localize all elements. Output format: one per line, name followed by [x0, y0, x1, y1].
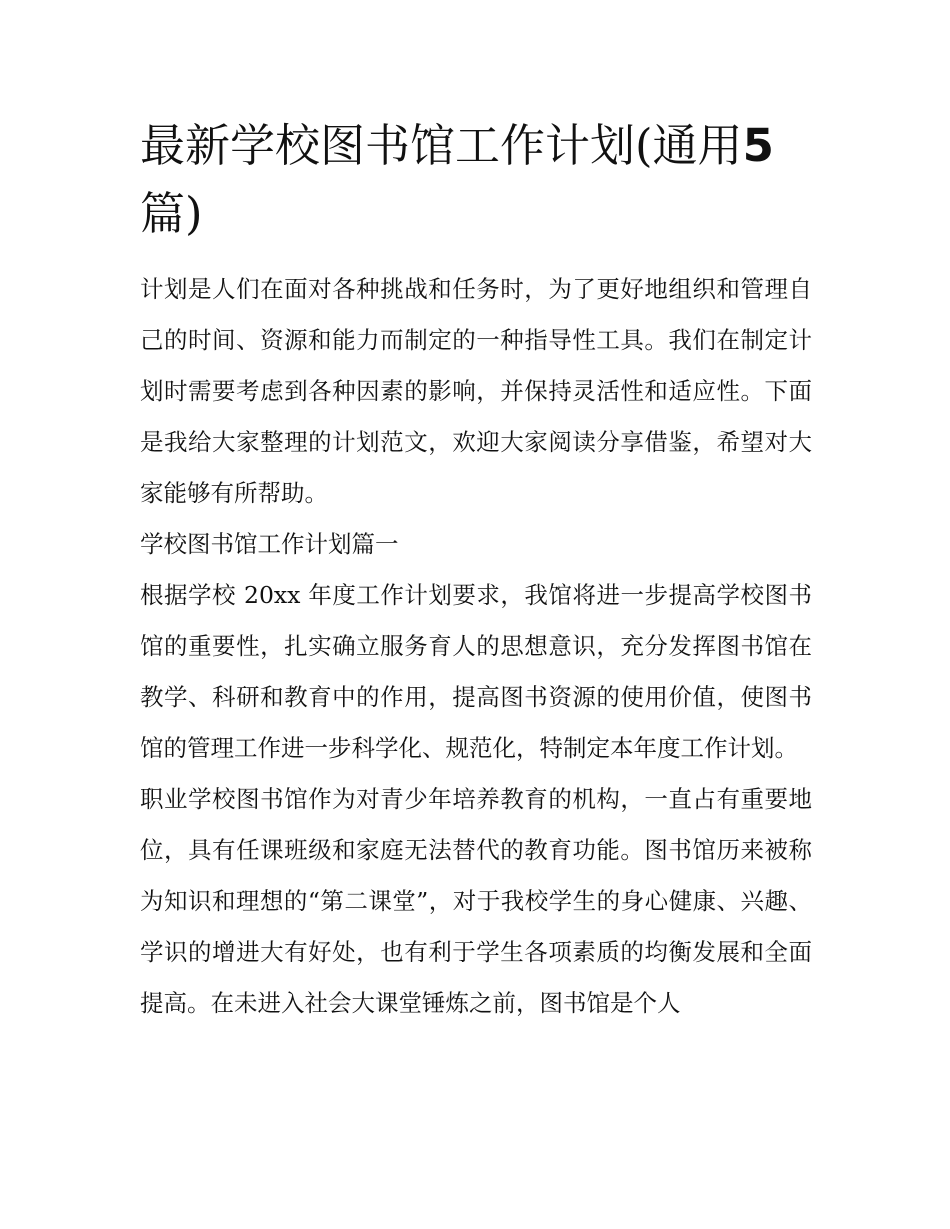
body-paragraph: 职业学校图书馆作为对青少年培养教育的机构，一直占有重要地位，具有任课班级和家庭无法替代的教育功能。图书馆历来被称为知识和理想的“第二课堂”，对于我校学生的身心健康、兴趣、学识的增进大有好处，也有利于学生各项素质的均衡发展和全面提高。在未进入社会大课堂锤炼之前，图书馆是个人 [140, 785, 812, 1017]
title-number: 5 [742, 119, 774, 172]
document-body [140, 112, 812, 1029]
title-suffix: 篇) [140, 187, 203, 240]
title-text: 最新学校图书馆工作计划(通用 [140, 119, 743, 172]
body-paragraph: 根据学校 20xx 年度工作计划要求，我馆将进一步提高学校图书馆的重要性，扎实确立服务育人的思想意识，充分发挥图书馆在教学、科研和教育中的作用，提高图书资源的使用价值，使图书馆的管理工作进一步科学化、规范化，特制定本年度工作计划。 [140, 581, 812, 762]
section-heading: 学校图书馆工作计划篇一 [140, 530, 399, 558]
document-title [140, 112, 812, 248]
intro-paragraph: 计划是人们在面对各种挑战和任务时，为了更好地组织和管理自己的时间、资源和能力而制定的一种指导性工具。我们在制定计划时需要考虑到各种因素的影响，并保持灵活性和适应性。下面是我给大家整理的计划范文，欢迎大家阅读分享借鉴，希望对大家能够有所帮助。 [140, 275, 812, 507]
